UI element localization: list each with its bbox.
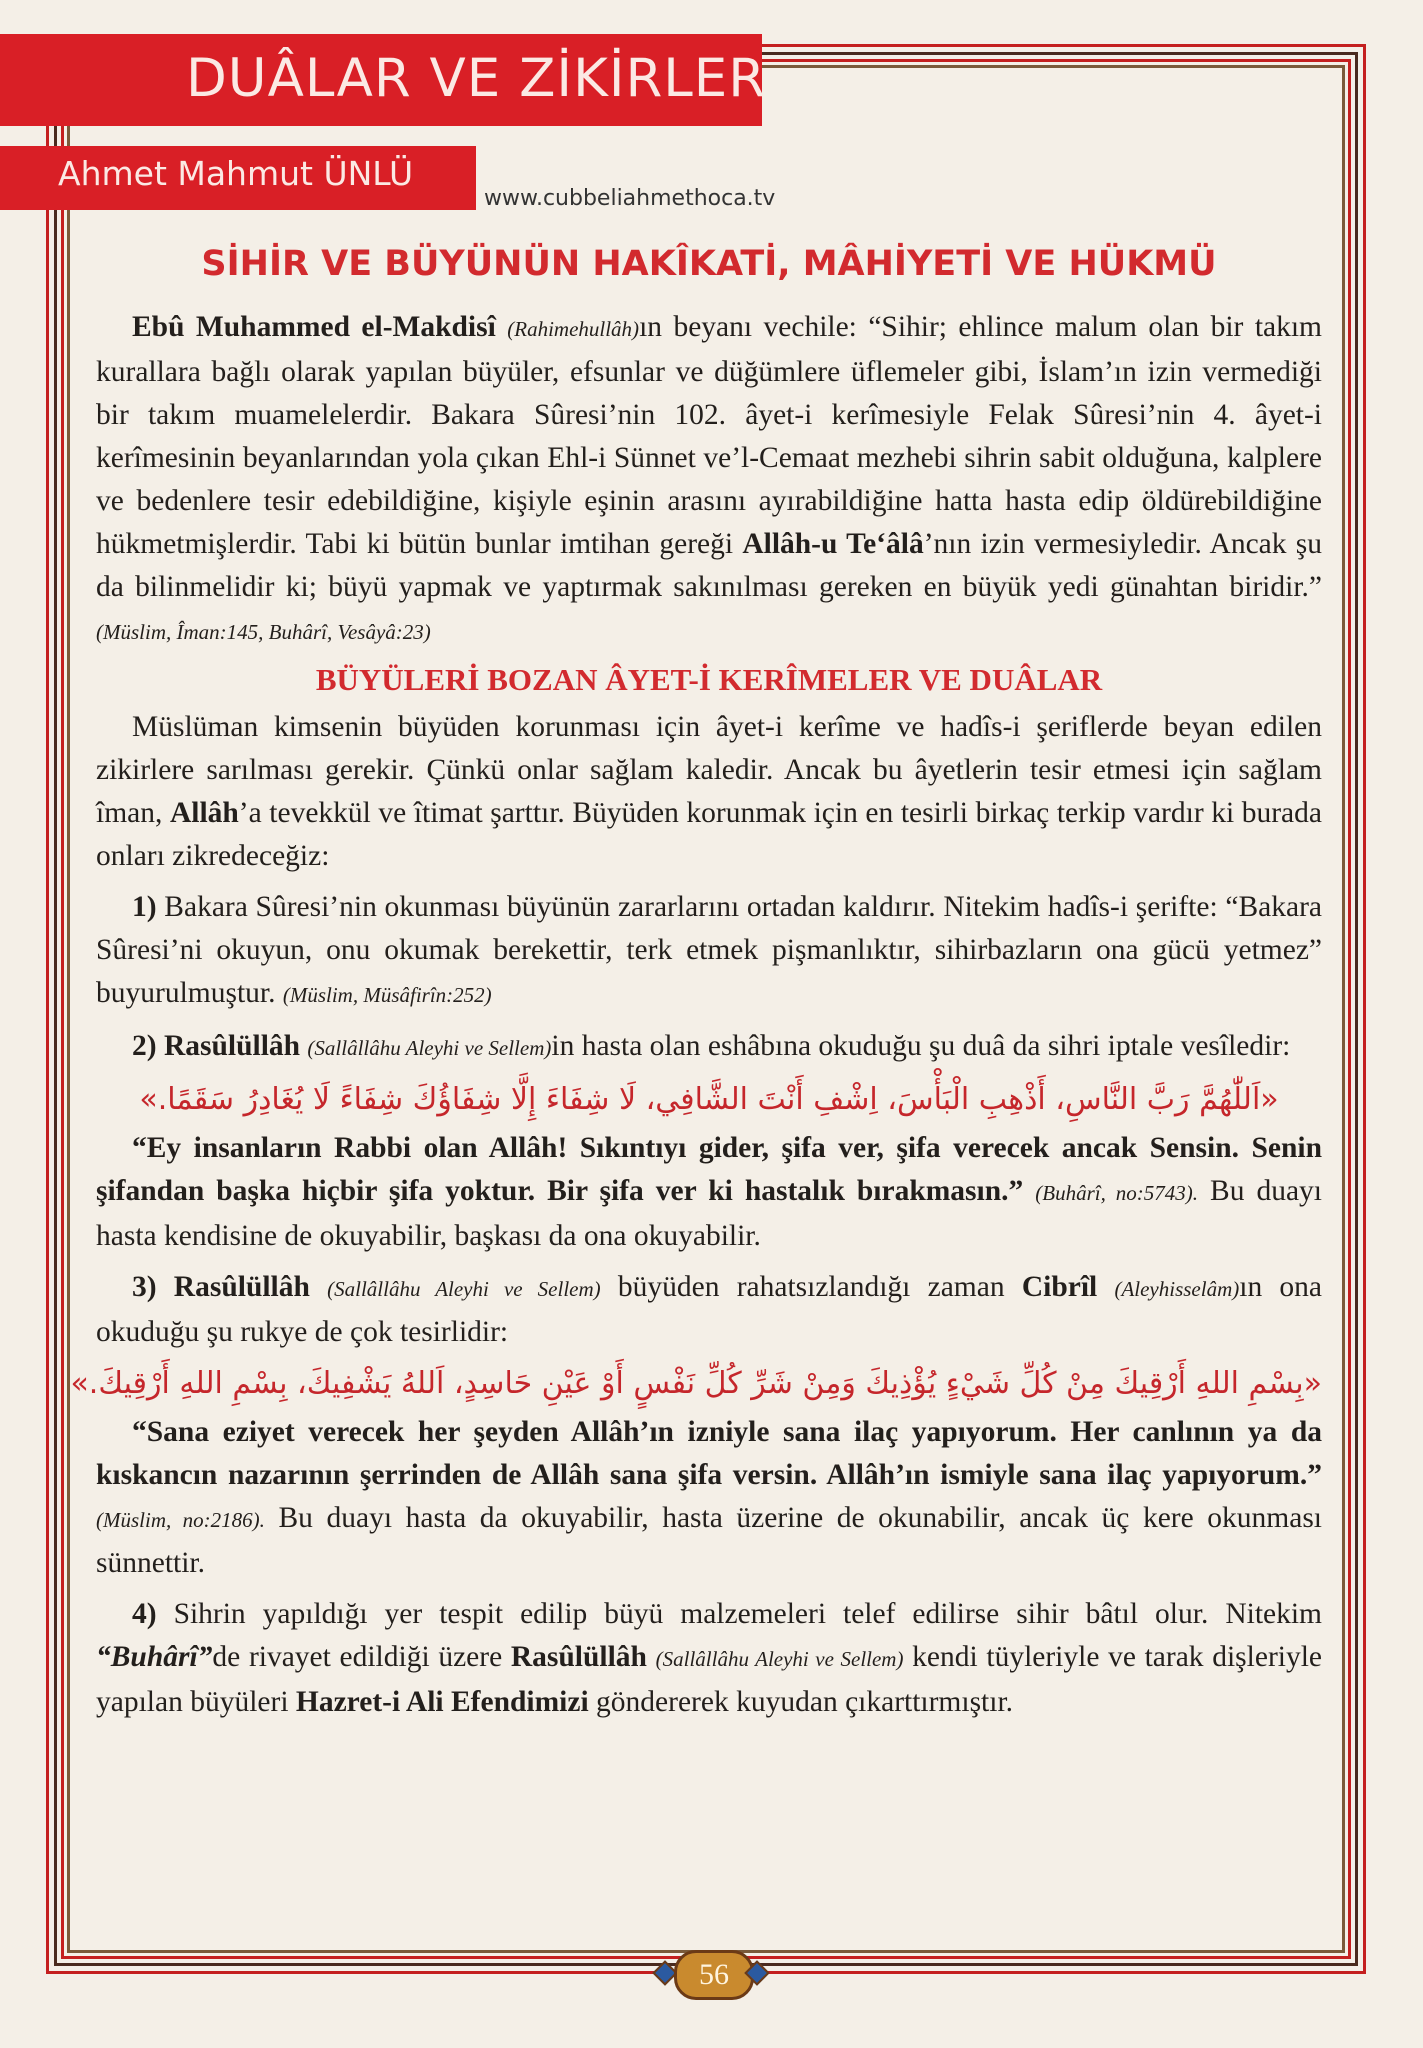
scholar-name: Ebû Muhammed el-Makdisî bbox=[132, 311, 496, 343]
prayer-1-meaning: “Ey insanların Rabbi olan Allâh! Sıkıntıyı gider, şifa ver, şifa verecek ancak Sensin. Senin şifandan başka hiçbir şifa yoktur. Bir şifa ver ki hastalık bırakmasın.” (Buhârî, no:5743). Bu duayı hasta kendisine de okuyabilir, başkası da ona okuyabilir. bbox=[96, 1132, 1322, 1252]
author-name: Ahmet Mahmut ÜNLÜ bbox=[58, 154, 414, 193]
honorific: (Sallâllâhu Aleyhi ve Sellem) bbox=[327, 1277, 601, 1301]
honorific: (Sallâllâhu Aleyhi ve Sellem) bbox=[655, 1647, 904, 1671]
section1-heading: SİHİR VE BÜYÜNÜN HAKÎKATİ, MÂHİYETİ VE HÜKMÜ bbox=[201, 244, 1217, 284]
prayer-2-meaning: “Sana eziyet verecek her şeyden Allâh’ın izniyle sana ilaç yapıyorum. Her canlının ya da kıskancın nazarının şerrinden de Allâh sana şifa versin. Allâh’ın ismiyle sana ilaç yapıyorum.” (Müslim, no:2186). Bu duayı hasta da okuyabilir, hasta üzerine de okunabilir, ancak üç kere okunması sünnettir. bbox=[96, 1416, 1323, 1579]
honorific: (Rahimehullâh) bbox=[507, 317, 640, 341]
list-item-3: 3) Rasûlüllâh (Sallâllâhu Aleyhi ve Sellem) büyüden rahatsızlandığı zaman Cibrîl (Aleyhisselâm)ın ona okuduğu şu rukye de çok tesirlidir: bbox=[96, 1271, 1323, 1348]
page-number: 56 bbox=[674, 1950, 754, 2000]
source-citation: (Müslim, no:2186). bbox=[96, 1508, 265, 1532]
arabic-prayer-2: «بِسْمِ اللهِ أَرْقِيكَ مِنْ كُلِّ شَيْءٍ يُؤْذِيكَ وَمِنْ شَرِّ كُلِّ نَفْسٍ أَوْ عَيْنِ حَاسِدٍ، اَللهُ يَشْفِيكَ، بِسْمِ اللهِ أَرْقِيكَ.» bbox=[70, 1366, 1322, 1401]
page-number-badge bbox=[660, 1944, 762, 2000]
list-item-4: 4) Sihrin yapıldığı yer tespit edilip büyü malzemeleri telef edilirse sihir bâtıl olur. Nitekim “Buhârî”de rivayet edildiği üzere Rasûlüllâh (Sallâllâhu Aleyhi ve Sellem) kendi tüyleriyle ve tarak dişleriyle yapılan büyüleri Hazret-i Ali Efendimizi göndererek kuyudan çıkarttırmıştır. bbox=[96, 1598, 1323, 1718]
source-citation: (Müslim, Müsâfirîn:252) bbox=[282, 983, 492, 1007]
section2-heading: BÜYÜLERİ BOZAN ÂYET-İ KERÎMELER VE DUÂLAR bbox=[315, 662, 1103, 697]
paragraph-intro: Müslüman kimsenin büyüden korunması için âyet-i kerîme ve hadîs-i şeriflerde beyan edilen zikirlere sarılması gerekir. Çünkü onlar sağlam kaledir. Ancak bu âyetlerin tesir etmesi için sağlam îman, Allâh’a tevekkül ve îtimat şarttır. Büyüden korunmak için en tesirli birkaç terkip vardır ki burada onları zikredeceğiz: bbox=[96, 711, 1322, 872]
list-item-2: 2) Rasûlüllâh (Sallâllâhu Aleyhi ve Sellem)in hasta olan eshâbına okuduğu şu duâ da sihri iptale vesîledir: bbox=[132, 1030, 1291, 1062]
source-citation: (Müslim, Îman:145, Buhârî, Vesâyâ:23) bbox=[96, 620, 431, 644]
list-item-1: 1) Bakara Sûresi’nin okunması büyünün zararlarını ortadan kaldırır. Nitekim hadîs-i şerifte: “Bakara Sûresi’ni okuyun, onu okumak berekettir, terk etmek pişmanlıktır, sihirbazların ona gücü yetmez” buyurulmuştur. (Müslim, Müsâfirîn:252) bbox=[96, 891, 1322, 1009]
arabic-prayer-1: «اَللّٰهُمَّ رَبَّ النَّاسِ، أَذْهِبِ الْبَأْسَ، اِشْفِ أَنْتَ الشَّافِي، لَا شِفَاءَ إِلَّا شِفَاؤُكَ شِفَاءً لَا يُغَادِرُ سَقَمًا.» bbox=[139, 1082, 1279, 1117]
source-citation: (Buhârî, no:5743). bbox=[1035, 1181, 1198, 1205]
page-header-title: DUÂLAR VE ZİKİRLER bbox=[186, 48, 767, 109]
paragraph-definition: Ebû Muhammed el-Makdisî (Rahimehullâh)ın beyanı vechile: “Sihir; ehlince malum olan bir takım kurallara bağlı olarak yapılan büyüler, efsunlar ve düğümlere üflemeler gibi, İslam’ın izin vermediği bir takım muamelelerdir. Bakara Sûresi’nin 102. âyet-i kerîmesiyle Felak Sûresi’nin 4. âyet-i kerîmesinin beyanlarından yola çıkan Ehl-i Sünnet ve’l-Cemaat mezhebi sihrin sabit olduğuna, kalplere ve bedenlere tesir edebildiğine, kişiyle eşinin arasını ayırabildiğine hatta hasta edip öldürebildiğine hükmetmişlerdir. Tabi ki bütün bunlar imtihan gereği Allâh-u Te‘âlâ’nın izin vermesiyledir. Ancak şu da bilinmelidir ki; büyü yapmak ve yaptırmak sakınılması gereken en büyük yedi günahtan biridir.” (Müslim, Îman:145, Buhârî, Vesâyâ:23) bbox=[96, 311, 1322, 644]
article-body bbox=[70, 238, 1323, 1732]
honorific: (Sallâllâhu Aleyhi ve Sellem) bbox=[307, 1036, 552, 1060]
website-url[interactable]: www.cubbeliahmethoca.tv bbox=[484, 186, 776, 211]
honorific: (Aleyhisselâm) bbox=[1114, 1277, 1240, 1301]
